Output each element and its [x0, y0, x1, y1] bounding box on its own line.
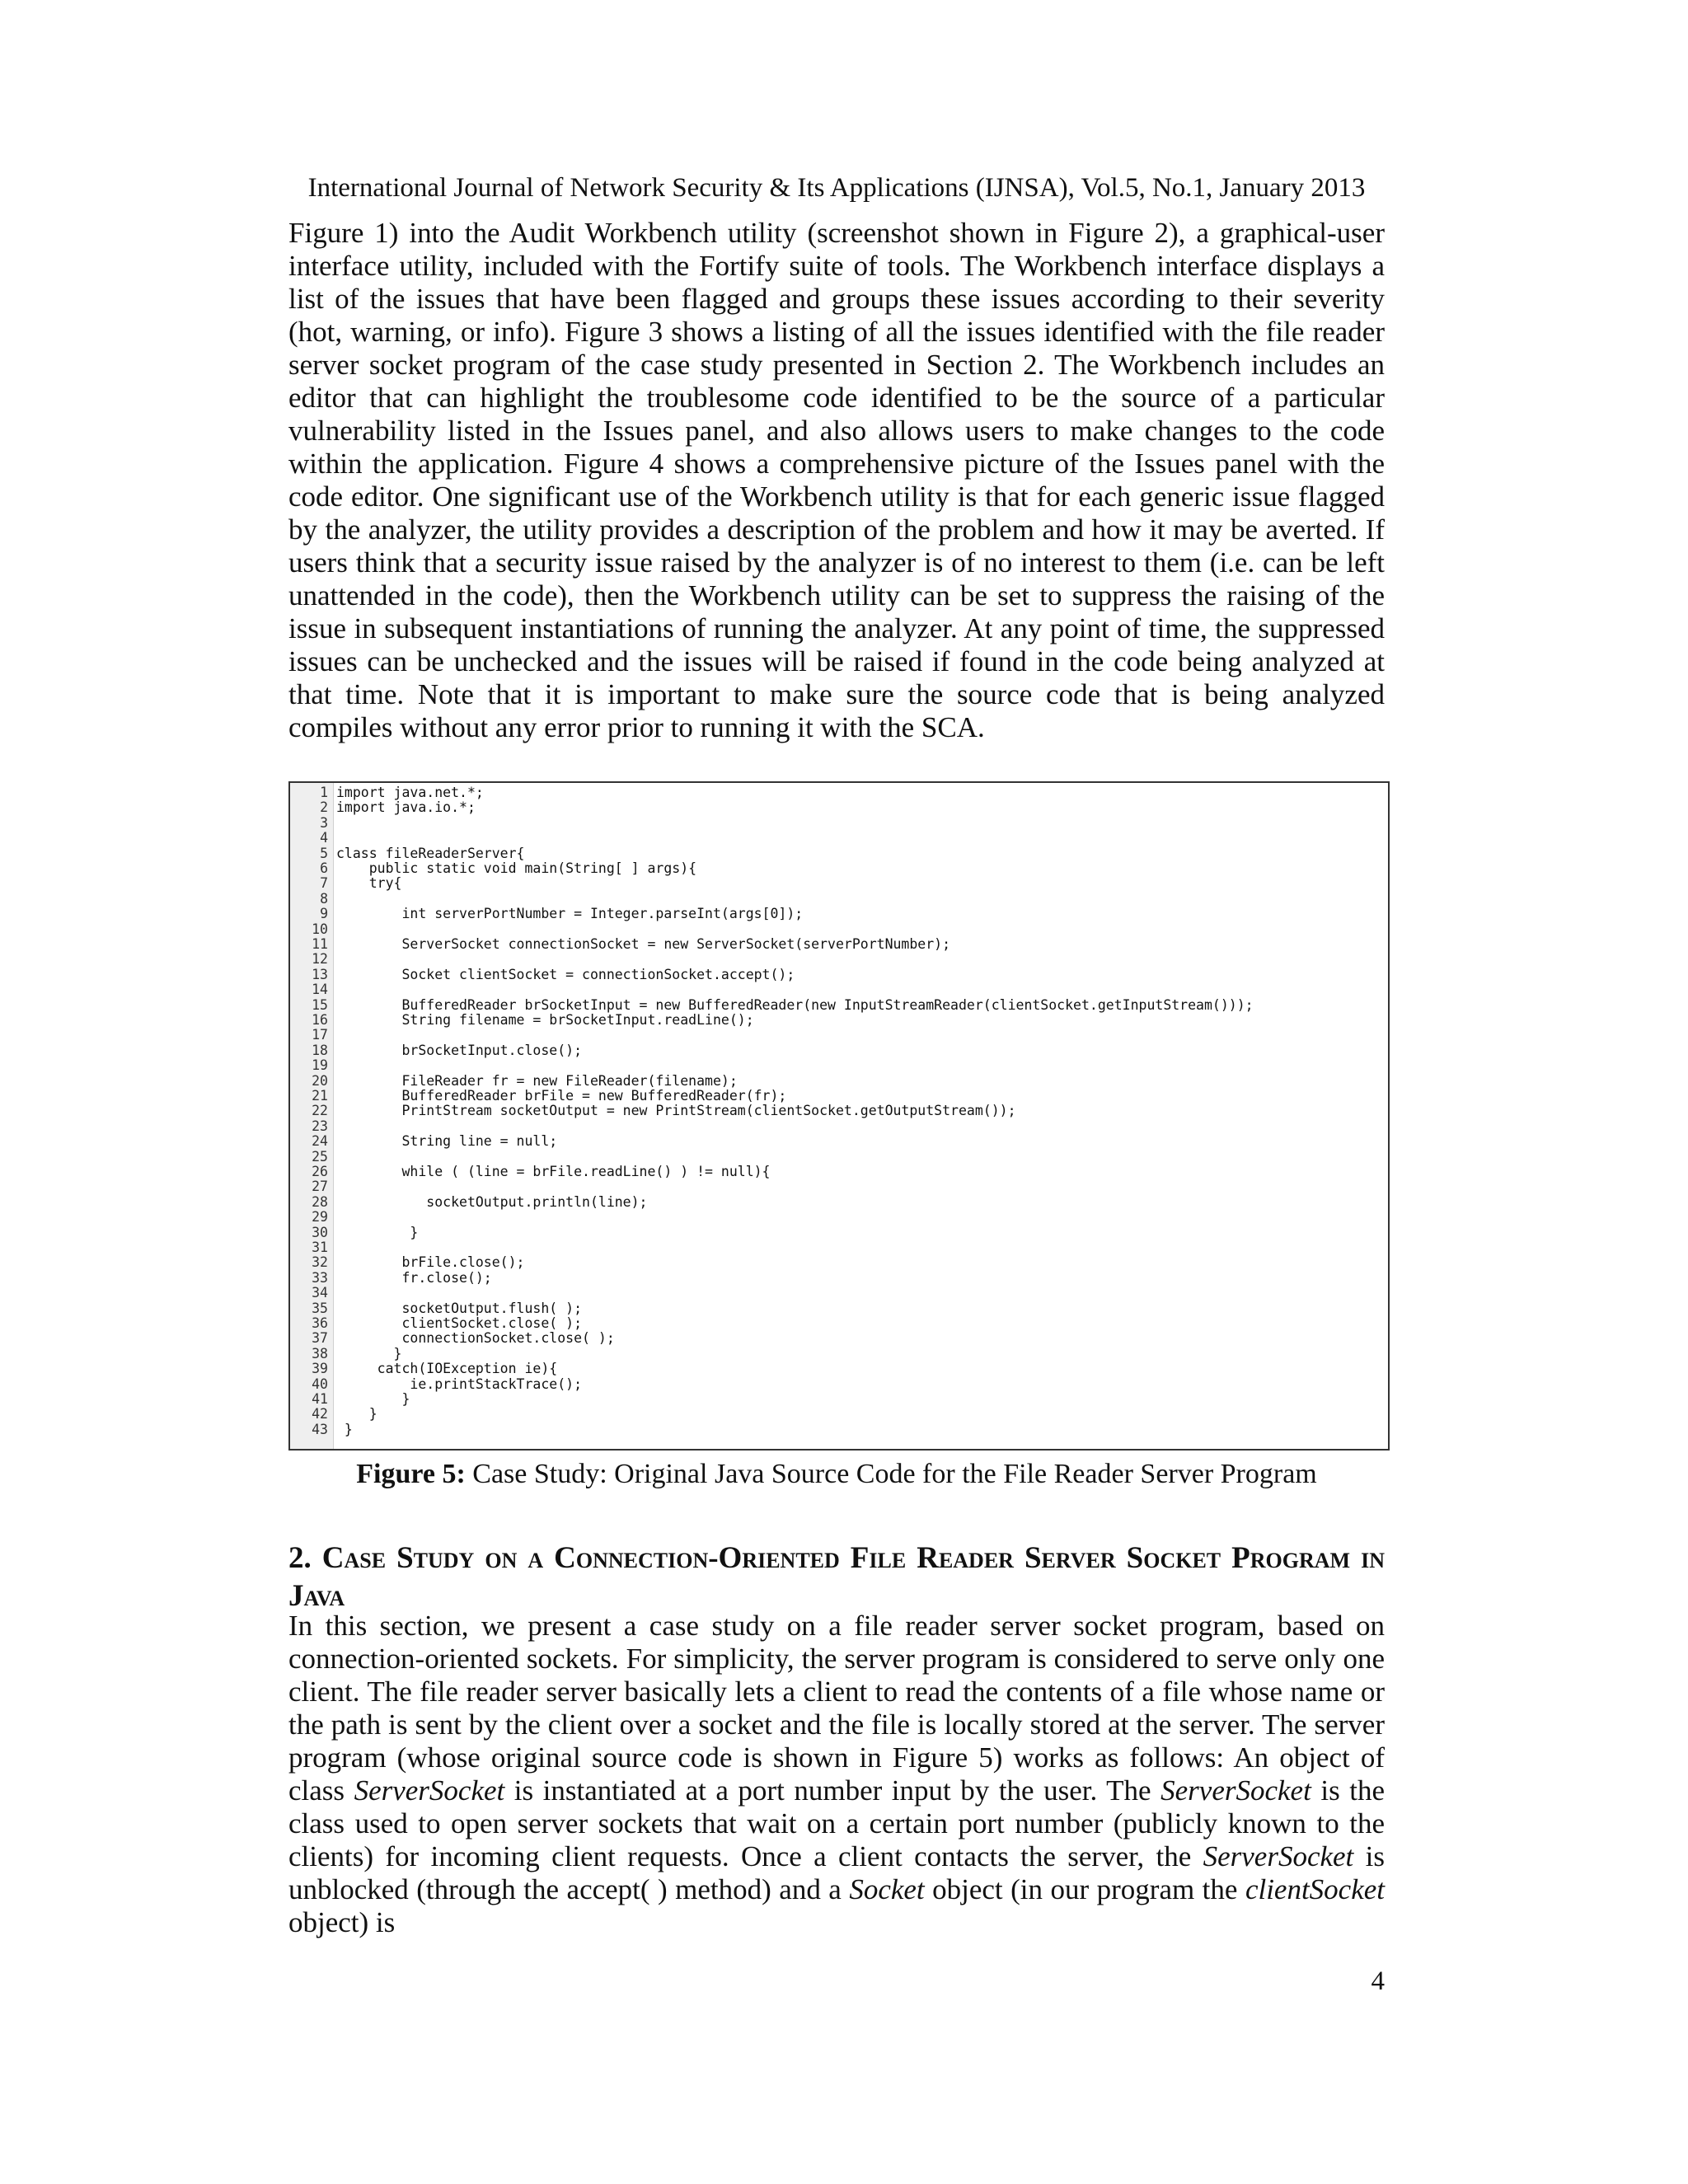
code-line-text: class fileReaderServer{ — [336, 845, 525, 861]
code-listing — [288, 781, 1390, 1451]
code-line-text: FileReader fr = new FileReader(filename); — [336, 1072, 738, 1089]
code-line — [290, 997, 1386, 1013]
code-line-text: } — [336, 1345, 402, 1361]
figure-caption-label: Figure 5: — [356, 1459, 466, 1489]
code-line-number: 16 — [312, 1012, 328, 1028]
code-line-text: while ( (line = brFile.readLine() ) != null){ — [336, 1164, 771, 1179]
code-line-text: clientSocket.close( ); — [336, 1315, 583, 1331]
code-line-number: 22 — [312, 1103, 328, 1119]
code-line — [290, 1179, 1386, 1194]
code-line-text: ServerSocket connectionSocket = new ServerSocket(serverPortNumber); — [336, 936, 951, 952]
code-line — [290, 1270, 1386, 1286]
code-line — [290, 1346, 1386, 1361]
code-line-number: 19 — [312, 1057, 328, 1074]
code-line — [290, 1240, 1386, 1255]
code-line — [290, 785, 1386, 800]
code-line-number: 35 — [312, 1300, 328, 1316]
code-line-number: 25 — [312, 1148, 328, 1165]
code-line — [290, 875, 1386, 891]
body-paragraph-2 — [288, 1610, 1385, 1939]
code-line — [290, 1391, 1386, 1407]
code-line-number: 12 — [312, 951, 328, 968]
code-line — [290, 1088, 1386, 1104]
code-line — [290, 1330, 1386, 1346]
p2-text: is unblocked (through the accept( ) method) and a — [288, 1840, 1385, 1905]
code-line — [290, 1225, 1386, 1240]
code-line — [290, 1301, 1386, 1316]
code-line-number: 10 — [312, 921, 328, 937]
code-line-text: Socket clientSocket = connectionSocket.accept(); — [336, 966, 795, 982]
code-line-number: 5 — [320, 845, 328, 861]
code-line-number: 11 — [312, 936, 328, 952]
code-line-number: 40 — [312, 1376, 328, 1392]
code-line — [290, 1118, 1386, 1134]
code-line — [290, 921, 1386, 937]
code-line-number: 6 — [320, 860, 328, 876]
code-line-number: 37 — [312, 1330, 328, 1347]
section-heading: 2. Case Study on a Connection-Oriented File Reader Server Socket Program in Java — [288, 1541, 1385, 1613]
code-line-number: 43 — [312, 1421, 328, 1437]
page-number: 4 — [1371, 1966, 1385, 1996]
code-line-number: 20 — [312, 1072, 328, 1089]
p2-italic-serversocket: ServerSocket — [1203, 1840, 1354, 1872]
code-line — [290, 1164, 1386, 1179]
code-line-text: int serverPortNumber = Integer.parseInt(args[0]); — [336, 906, 804, 922]
code-line — [290, 1209, 1386, 1225]
code-line-text: String filename = brSocketInput.readLine(); — [336, 1012, 754, 1028]
code-line-number: 32 — [312, 1254, 328, 1271]
code-line-text: BufferedReader brFile = new BufferedReader(fr); — [336, 1088, 787, 1104]
code-line-text: connectionSocket.close( ); — [336, 1330, 615, 1347]
p2-text: object (in our program the — [924, 1873, 1245, 1905]
code-line — [290, 830, 1386, 846]
code-line — [290, 1043, 1386, 1058]
code-line — [290, 860, 1386, 876]
code-line — [290, 846, 1386, 861]
code-line-text: } — [336, 1391, 410, 1407]
code-line — [290, 1315, 1386, 1331]
code-line-text: import java.net.*; — [336, 785, 484, 800]
code-line — [290, 1361, 1386, 1376]
code-line-text: brFile.close(); — [336, 1254, 525, 1271]
code-line-text: fr.close(); — [336, 1269, 492, 1286]
figure-caption-text: Case Study: Original Java Source Code for the File Reader Server Program — [465, 1459, 1317, 1489]
code-line-text: socketOutput.flush( ); — [336, 1300, 583, 1316]
code-line-text: } — [336, 1421, 353, 1437]
figure-caption — [288, 1459, 1385, 1490]
code-line-number: 34 — [312, 1285, 328, 1301]
code-line-number: 2 — [320, 799, 328, 816]
code-line — [290, 1254, 1386, 1270]
code-line-number: 24 — [312, 1133, 328, 1150]
p2-italic-clientsocket: clientSocket — [1245, 1873, 1386, 1905]
code-line-number: 39 — [312, 1361, 328, 1377]
code-line-number: 9 — [320, 906, 328, 922]
code-line-number: 42 — [312, 1406, 328, 1422]
code-line-number: 29 — [312, 1209, 328, 1226]
code-line-text: ie.printStackTrace(); — [336, 1376, 583, 1392]
code-line-number: 21 — [312, 1088, 328, 1104]
code-line-number: 33 — [312, 1269, 328, 1286]
code-line-number: 23 — [312, 1118, 328, 1134]
code-line-number: 8 — [320, 890, 328, 907]
code-line-number: 15 — [312, 996, 328, 1013]
code-line — [290, 815, 1386, 831]
p2-text: is instantiated at a port number input by the user. The — [504, 1774, 1161, 1807]
code-line — [290, 1012, 1386, 1028]
p2-text: object) is — [288, 1906, 396, 1938]
code-line — [290, 1406, 1386, 1422]
code-line-text: brSocketInput.close(); — [336, 1042, 583, 1058]
code-line — [290, 1073, 1386, 1089]
code-line-number: 28 — [312, 1193, 328, 1210]
code-line — [290, 951, 1386, 967]
code-line — [290, 1194, 1386, 1210]
code-line-number: 31 — [312, 1240, 328, 1255]
code-line-number: 27 — [312, 1179, 328, 1195]
code-line — [290, 906, 1386, 921]
code-line — [290, 891, 1386, 907]
code-line-number: 7 — [320, 875, 328, 892]
code-line-text: socketOutput.println(line); — [336, 1193, 648, 1210]
code-line-number: 3 — [320, 814, 328, 831]
code-line-number: 4 — [320, 830, 328, 846]
code-line — [290, 1422, 1386, 1437]
code-line — [290, 1285, 1386, 1301]
code-line — [290, 982, 1386, 997]
code-line-text: public static void main(String[ ] args){ — [336, 860, 697, 876]
code-line — [290, 1103, 1386, 1118]
code-line — [290, 1133, 1386, 1149]
code-line-number: 17 — [312, 1027, 328, 1043]
p2-italic-serversocket: ServerSocket — [354, 1774, 505, 1807]
p2-italic-serversocket: ServerSocket — [1160, 1774, 1311, 1807]
code-line — [290, 967, 1386, 982]
code-line-text: } — [336, 1224, 419, 1240]
code-line — [290, 1057, 1386, 1073]
code-line-text: try{ — [336, 875, 402, 892]
code-line — [290, 1149, 1386, 1165]
code-line-number: 38 — [312, 1345, 328, 1361]
p2-italic-socket: Socket — [849, 1873, 925, 1905]
code-line — [290, 1376, 1386, 1392]
code-line — [290, 799, 1386, 815]
code-line-number: 13 — [312, 966, 328, 982]
code-line-number: 26 — [312, 1164, 328, 1179]
code-line-number: 30 — [312, 1224, 328, 1240]
code-line — [290, 1027, 1386, 1043]
code-line-number: 1 — [320, 785, 328, 800]
code-line-text: BufferedReader brSocketInput = new BufferedReader(new InputStreamReader(clientSocket.getInputStream())); — [336, 996, 1254, 1013]
code-line-number: 36 — [312, 1315, 328, 1331]
code-line-number: 18 — [312, 1042, 328, 1058]
journal-header: International Journal of Network Security & Its Applications (IJNSA), Vol.5, No.1, January 2013 — [307, 173, 1366, 203]
p2-text: is the class used to open server sockets that wait on a certain port number (publicly known to the clients) for incoming client requests. Once a client contacts the server, the — [288, 1774, 1385, 1872]
code-line-number: 41 — [312, 1391, 328, 1407]
code-line-text: catch(IOException ie){ — [336, 1361, 558, 1377]
p2-text: In this section, we present a case study on a file reader server socket program, based on connection-oriented sockets. For simplicity, the server program is considered to serve only one client. The file reader server basically lets a client to read the contents of a file whose name or the path is sent by the client over a socket and the file is locally stored at the server. The server program (whose original source code is shown in Figure 5) works as follows: An object of class — [288, 1610, 1385, 1807]
code-line-text: } — [336, 1406, 377, 1422]
code-line-number: 14 — [312, 982, 328, 998]
code-line-text: String line = null; — [336, 1133, 558, 1150]
code-line — [290, 936, 1386, 952]
code-line-text: import java.io.*; — [336, 799, 476, 816]
code-line-text: PrintStream socketOutput = new PrintStream(clientSocket.getOutputStream()); — [336, 1103, 1016, 1119]
body-paragraph-1: Figure 1) into the Audit Workbench utility (screenshot shown in Figure 2), a graphical-user interface utility, included with the Fortify suite of tools. The Workbench interface displays a list of the issues that have been flagged and groups these issues according to their severity (hot, warning, or info). Figure 3 shows a listing of all the issues identified with the file reader server socket program of the case study presented in Section 2. The Workbench includes an editor that can highlight the troublesome code identified to be the source of a particular vulnerability listed in the Issues panel, and also allows users to make changes to the code within the application. Figure 4 shows a comprehensive picture of the Issues panel with the code editor. One significant use of the Workbench utility is that for each generic issue flagged by the analyzer, the utility provides a description of the problem and how it may be averted. If users think that a security issue raised by the analyzer is of no interest to them (i.e. can be left unattended in the code), then the Workbench utility can be set to suppress the raising of the issue in subsequent instantiations of running the analyzer. At any point of time, the suppressed issues can be unchecked and the issues will be raised if found in the code being analyzed at that time. Note that it is important to make sure the source code that is being analyzed compiles without any error prior to running it with the SCA. — [288, 217, 1385, 743]
